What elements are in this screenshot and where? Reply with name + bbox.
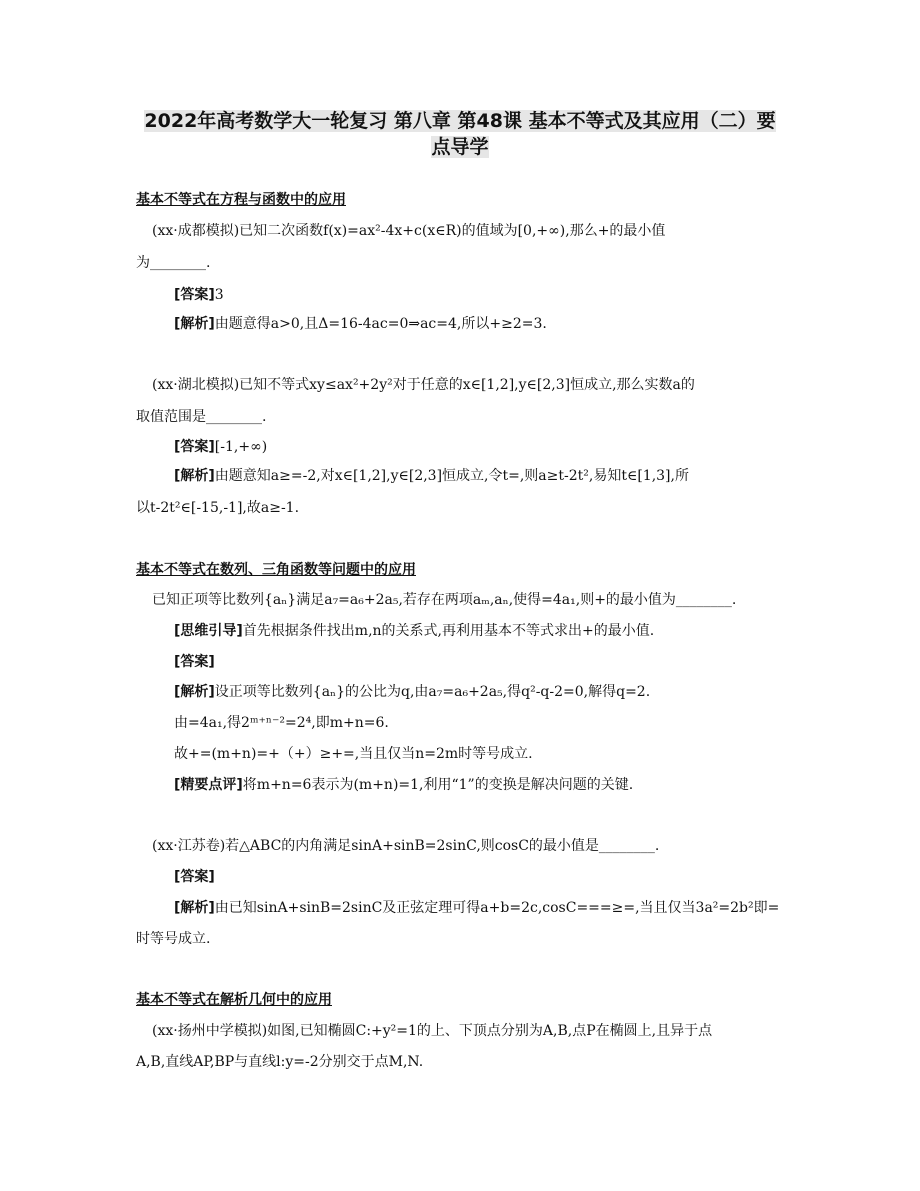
answer-text: 3 [214,287,224,303]
s2-p1-analysis-line-1 [174,682,650,702]
comment-label: [精要点评] [174,777,243,793]
answer-label: [答案] [174,654,215,670]
s2-p1-line-1: 已知正项等比数列{aₙ}满足a₇=a₆+2a₅,若存在两项aₘ,aₙ,使得=4a₁,则+的最小值为________. [152,592,737,608]
section-1-heading: 基本不等式在方程与函数中的应用 [136,192,346,208]
section-3-heading: 基本不等式在解析几何中的应用 [136,992,332,1008]
analysis-label: [解析] [174,900,215,916]
s2-p1-analysis-line-2: 由=4a₁,得2ᵐ⁺ⁿ⁻²=2⁴,即m+n=6. [174,715,389,731]
s2-p1-analysis-line-3: 故+=(m+n)=+（+）≥+=,当且仅当n=2m时等号成立. [174,746,533,762]
s1-p1-line-1-text: (xx·成都模拟)已知二次函数f(x)=ax²-4x+c(x∈R)的值域为[0,+∞),那么+的最小值 [152,223,666,239]
s3-p1-line-2: A,B,直线AP,BP与直线l:y=-2分别交于点M,N. [136,1054,424,1070]
answer-label: [答案] [174,287,215,303]
s1-p2-line-2: 取值范围是________. [136,409,267,425]
s1-p2-analysis-line-1 [174,466,689,486]
analysis-label: [解析] [174,316,215,332]
answer-label: [答案] [174,439,215,455]
thinking-text: 首先根据条件找出m,n的关系式,再利用基本不等式求出+的最小值. [242,623,655,639]
comment-text: 将m+n=6表示为(m+n)=1,利用“1”的变换是解决问题的关键. [242,777,634,793]
s1-p1-analysis [174,314,547,334]
s2-p1-thinking [174,621,654,641]
analysis-label: [解析] [174,684,215,700]
answer-text: [-1,+∞) [214,439,268,455]
answer-label: [答案] [174,869,215,885]
title-line-2: 点导学 [431,136,489,158]
s1-p1-line-2: 为________. [136,255,211,271]
s2-p2-analysis-line-1 [174,898,779,918]
document-title [120,108,800,160]
s3-p1-line-1: (xx·扬州中学模拟)如图,已知椭圆C:+y²=1的上、下顶点分别为A,B,点P在椭圆上,且异于点 [152,1023,713,1039]
analysis-text: 设正项等比数列{aₙ}的公比为q,由a₇=a₆+2a₅,得q²-q-2=0,解得q=2. [214,684,651,700]
s1-p2-analysis-line-2: 以t-2t²∈[-15,-1],故a≥-1. [136,500,300,516]
s2-p2-line-1: (xx·江苏卷)若△ABC的内角满足sinA+sinB=2sinC,则cosC的最小值是________. [152,838,660,854]
s2-p2-answer [174,867,215,887]
analysis-label: [解析] [174,468,215,484]
thinking-label: [思维引导] [174,623,243,639]
section-2-heading: 基本不等式在数列、三角函数等问题中的应用 [136,562,416,578]
s2-p1-comment [174,775,633,795]
title-line-1: 2022年高考数学大一轮复习 第八章 第48课 基本不等式及其应用（二）要 [144,110,776,132]
s2-p2-analysis-line-2: 时等号成立. [136,931,211,947]
analysis-text: 由题意得a>0,且Δ=16-4ac=0⇒ac=4,所以+≥2=3. [214,316,547,332]
s2-p1-answer [174,652,215,672]
s1-p2-line-1: (xx·湖北模拟)已知不等式xy≤ax²+2y²对于任意的x∈[1,2],y∈[2,3]恒成立,那么实数a的 [152,377,695,393]
analysis-text: 由题意知a≥=-2,对x∈[1,2],y∈[2,3]恒成立,令t=,则a≥t-2t²,易知t∈[1,3],所 [214,468,689,484]
analysis-text: 由已知sinA+sinB=2sinC及正弦定理可得a+b=2c,cosC===≥=,当且仅当3a²=2b²即= [214,900,780,916]
s1-p2-answer [174,437,267,457]
s1-p1-line-1 [152,221,784,241]
s1-p1-answer [174,285,224,305]
